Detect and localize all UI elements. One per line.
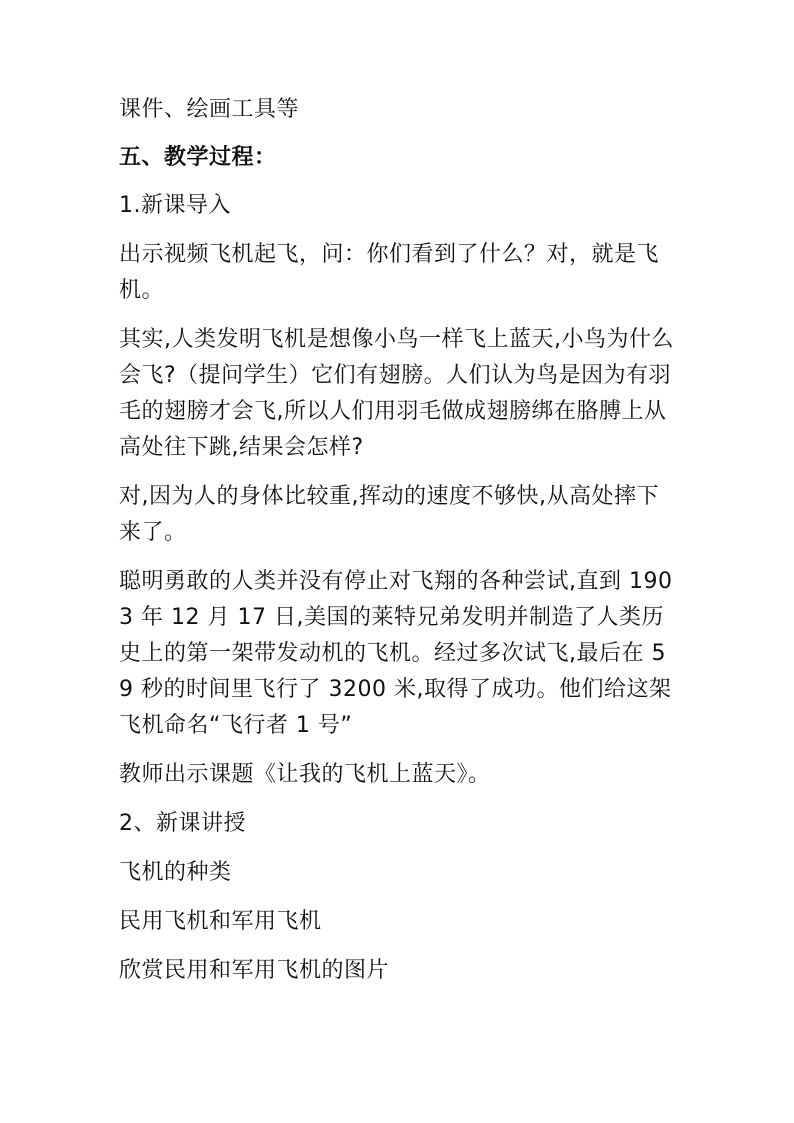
- line-aircraft-types: 飞机的种类: [119, 860, 232, 885]
- paragraph-wright-brothers: 聪明勇敢的人类并没有停止对飞翔的各种尝试,直到 1903 年 12 月 17 日,美国的莱特兄弟发明并制造了人类历史上的第一架带发动机的飞机。经过多次试飞,最后在 59 秒的时间里飞行了 3200 米,取得了成功。他们给这架飞机命名“飞行者 1 号”: [119, 569, 673, 738]
- materials-line: 课件、绘画工具等: [119, 97, 300, 122]
- subsection-new-lesson-teaching: 2、新课讲授: [119, 811, 246, 836]
- paragraph-bird-wings: 其实,人类发明飞机是想像小鸟一样飞上蓝天,小鸟为什么会飞?（提问学生）它们有翅膀。人们认为鸟是因为有羽毛的翅膀才会飞,所以人们用羽毛做成翅膀绑在胳膊上从高处往下跳,结果会怎样?: [119, 327, 674, 460]
- section-heading-teaching-process: 五、教学过程：: [119, 145, 277, 170]
- paragraph-video-question: 出示视频飞机起飞，问：你们看到了什么？对，就是飞机。: [119, 242, 660, 303]
- subsection-new-lesson-intro: 1.新课导入: [119, 193, 231, 218]
- paragraph-human-body: 对,因为人的身体比较重,挥动的速度不够快,从高处摔下来了。: [119, 484, 659, 545]
- line-appreciate-pictures: 欣赏民用和军用飞机的图片: [119, 958, 390, 983]
- paragraph-lesson-title: 教师出示课题《让我的飞机上蓝天》。: [119, 762, 491, 787]
- document-body: [119, 92, 679, 989]
- line-civil-military-aircraft: 民用飞机和军用飞机: [119, 909, 322, 934]
